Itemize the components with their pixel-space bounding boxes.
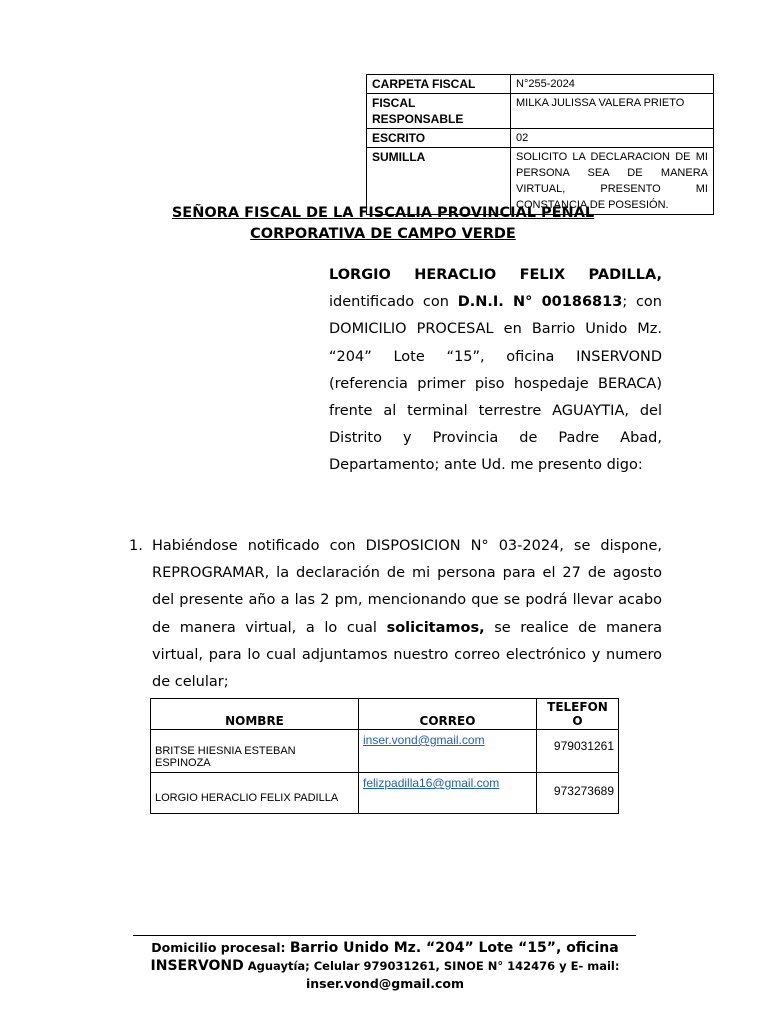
case-label-sumilla: SUMILLA [367, 148, 511, 215]
footer [130, 939, 640, 992]
item-number: 1. [129, 538, 143, 554]
table-row [151, 730, 619, 773]
intro-identified-prefix: identificado con [329, 294, 458, 311]
contacts-table [150, 698, 619, 814]
footer-label: Domicilio procesal: [151, 940, 290, 955]
intro-line-4: “204” Lote “15”, oficina INSERVOND [329, 348, 662, 365]
request-item-1 [129, 533, 662, 696]
table-row [151, 773, 619, 814]
case-label-fiscal: FISCAL RESPONSABLE [367, 94, 511, 129]
addressee-line-2: CORPORATIVA DE CAMPO VERDE [250, 226, 516, 242]
dni-number: D.N.I. N° 00186813 [457, 294, 623, 311]
intro-line-3: DOMICILIO PROCESAL en Barrio Unido Mz. [329, 321, 662, 338]
contact-phone: 979031261 [553, 739, 614, 753]
case-row-escrito [367, 129, 714, 148]
footer-divider [133, 935, 636, 936]
footer-email: inser.vond@gmail.com [305, 976, 465, 991]
contacts-header-row [151, 699, 619, 730]
intro-line-6: frente al terminal terrestre AGUAYTIA, del [329, 403, 662, 420]
intro-line-8: Departamento; ante Ud. me presento digo: [329, 457, 643, 474]
case-row-carpeta [367, 75, 714, 94]
contact-email-link[interactable]: inser.vond@gmail.com [359, 730, 537, 773]
contact-name: BRITSE HIESNIA ESTEBAN ESPINOZA [155, 745, 296, 769]
case-value-fiscal: MILKA JULISSA VALERA PRIETO [511, 94, 714, 129]
addressee-heading [150, 203, 616, 245]
item-text-before: Habiéndose notificado con DISPOSICION N° 03-2024, se dispone, REPROGRAMAR, la declaración de mi persona para el 27 de agosto del presente año a las 2 pm, mencionando que se podrá llevar acabo de manera virtual, a lo cual [152, 538, 662, 636]
case-row-fiscal [367, 94, 714, 129]
header-name: NOMBRE [151, 699, 359, 730]
addressee-line-1: SEÑORA FISCAL DE LA FISCALIA PROVINCIAL PENAL [171, 205, 595, 221]
contact-email-link[interactable]: felizpadilla16@gmail.com [359, 773, 537, 814]
case-label-escrito: ESCRITO [367, 129, 511, 148]
item-text-after: se realice de manera virtual, para lo cual adjuntamos nuestro correo electrónico y numero de celular; [152, 619, 662, 691]
case-value-escrito: 02 [511, 129, 714, 148]
contact-phone: 973273689 [553, 784, 614, 798]
case-info-table [366, 74, 714, 215]
intro-line-5: (referencia primer piso hospedaje BERACA) [329, 375, 662, 392]
intro-line-7: Distrito y Provincia de Padre Abad, [329, 430, 662, 447]
case-label-carpeta: CARPETA FISCAL [367, 75, 511, 94]
case-value-carpeta: N°255-2024 [511, 75, 714, 94]
intro-paragraph [329, 262, 662, 480]
footer-address: Barrio Unido Mz. “204” Lote “15”, oficina INSERVOND [150, 940, 619, 974]
footer-rest: Aguaytía; Celular 979031261, SINOE N° 142476 y E- mail: [243, 959, 620, 973]
intro-identified-suffix: ; con [622, 294, 662, 311]
item-text-bold: solicitamos, [386, 619, 485, 636]
petitioner-name: LORGIO HERACLIO FELIX PADILLA, [329, 267, 662, 283]
item-text [152, 533, 662, 696]
contact-name: LORGIO HERACLIO FELIX PADILLA [155, 792, 339, 804]
case-value-sumilla: SOLICITO LA DECLARACION DE MI PERSONA SEA DE MANERA VIRTUAL, PRESENTO MI CONSTANCIA DE POSESIÓN. [511, 148, 714, 215]
header-email: CORREO [359, 699, 537, 730]
header-phone: TELEFON O [537, 699, 619, 730]
